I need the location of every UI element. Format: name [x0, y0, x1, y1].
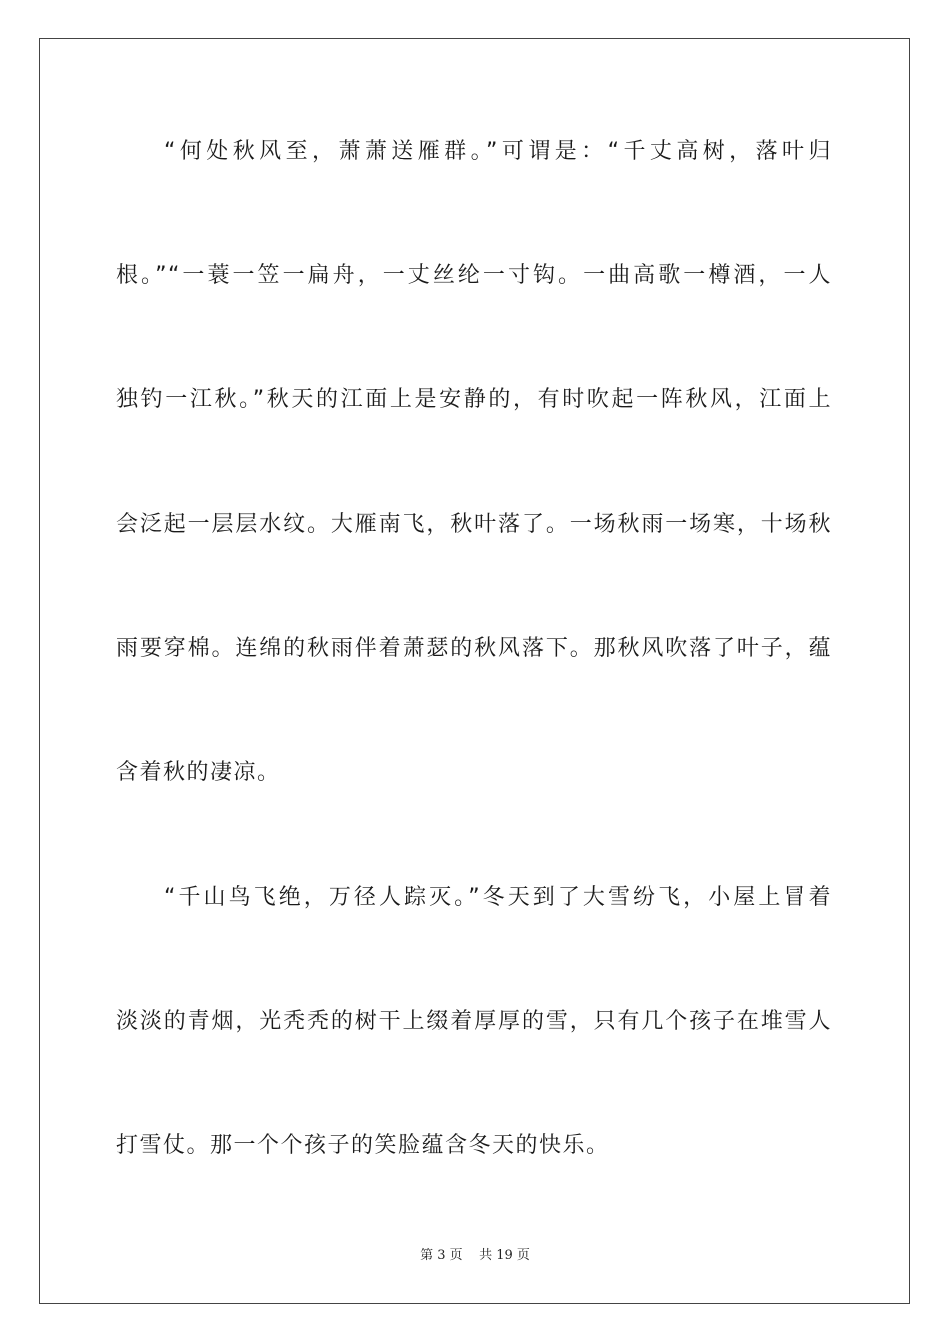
paragraph-1-line-4: 会泛起一层层水纹。大雁南飞，秋叶落了。一场秋雨一场寒，十场秋	[116, 512, 832, 537]
paragraph-1-line-1: “何处秋风至，萧萧送雁群。”可谓是：“千丈高树，落叶归	[164, 139, 832, 164]
paragraph-1-line-2: 根。”“一蓑一笠一扁舟，一丈丝纶一寸钩。一曲高歌一樽酒，一人	[116, 263, 832, 288]
paragraph-2-line-3: 打雪仗。那一个个孩子的笑脸蕴含冬天的快乐。	[116, 1133, 610, 1158]
paragraph-2-line-1: “千山鸟飞绝，万径人踪灭。”冬天到了大雪纷飞，小屋上冒着	[164, 885, 832, 910]
paragraph-1-line-5: 雨要穿棉。连绵的秋雨伴着萧瑟的秋风落下。那秋风吹落了叶子，蕴	[116, 636, 832, 661]
paragraph-1-line-3: 独钓一江秋。”秋天的江面上是安静的，有时吹起一阵秋风，江面上	[116, 387, 832, 412]
paragraph-1-line-6: 含着秋的凄凉。	[116, 760, 281, 785]
paragraph-2-line-2: 淡淡的青烟，光秃秃的树干上缀着厚厚的雪，只有几个孩子在堆雪人	[116, 1009, 832, 1034]
page-border	[39, 38, 910, 1304]
page-number-footer: 第 3 页 共 19 页	[420, 1248, 530, 1263]
